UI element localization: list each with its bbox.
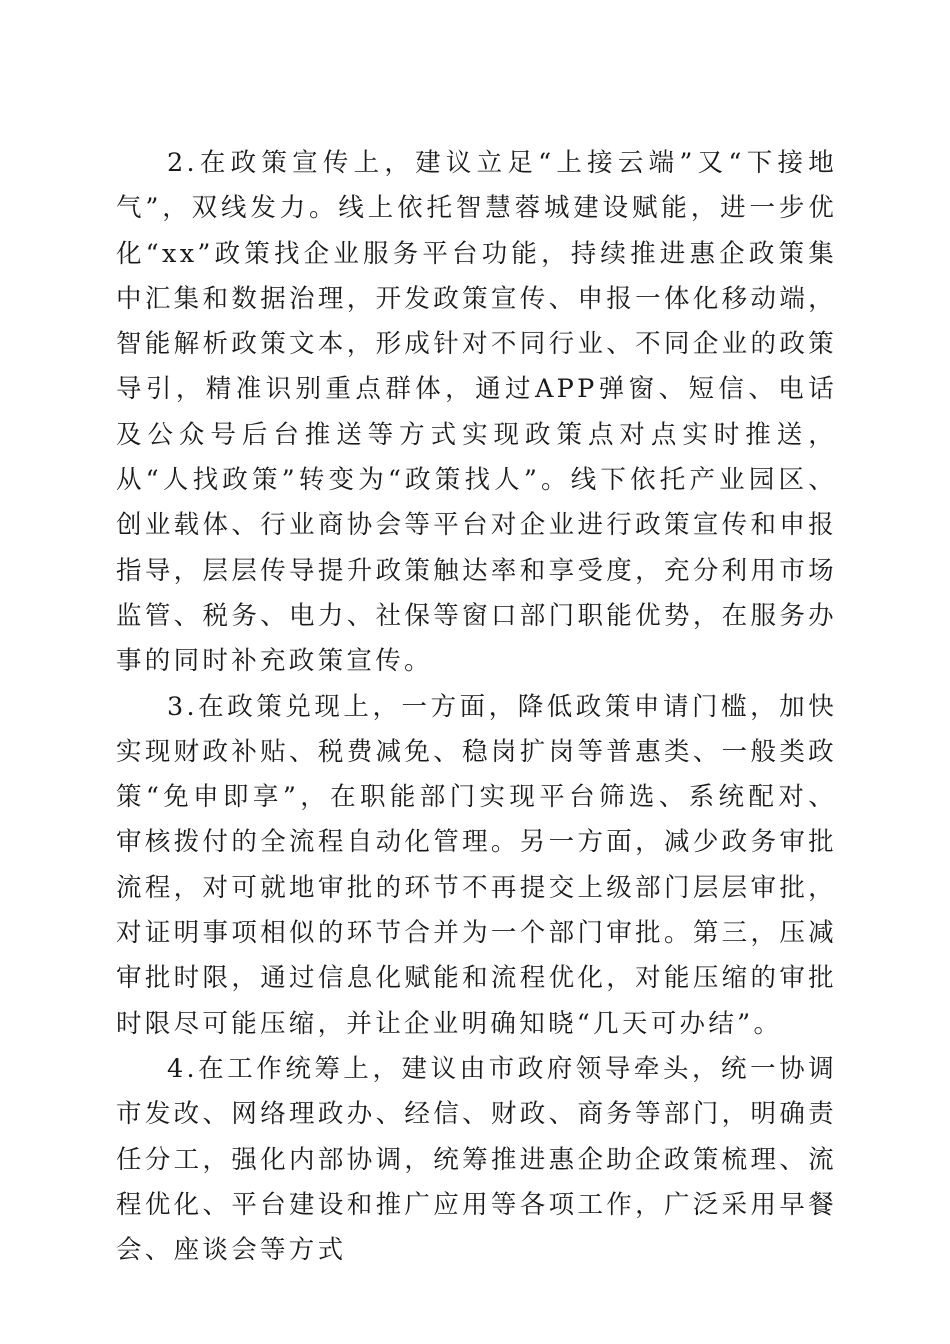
document-body bbox=[116, 141, 837, 1273]
paragraph-work-coordination: 4.在工作统筹上，建议由市政府领导牵头，统一协调市发改、网络理政办、经信、财政、商务等部门，明确责任分工，强化内部协调，统筹推进惠企助企政策梳理、流程优化、平台建设和推广应用等各项工作，广泛采用早餐会、座谈会等方式 bbox=[116, 1053, 837, 1266]
paragraph-policy-publicity: 2.在政策宣传上，建议立足“上接云端”又“下接地气”，双线发力。线上依托智慧蓉城建设赋能，进一步优化“xx”政策找企业服务平台功能，持续推进惠企政策集中汇集和数据治理，开发政策宣传、申报一体化移动端，智能解析政策文本，形成针对不同行业、不同企业的政策导引，精准识别重点群体，通过APP弹窗、短信、电话及公众号后台推送等方式实现政策点对点实时推送，从“人找政策”转变为“政策找人”。线下依托产业园区、创业载体、行业商协会等平台对企业进行政策宣传和申报指导，层层传导提升政策触达率和享受度，充分利用市场监管、税务、电力、社保等窗口部门职能优势，在服务办事的同时补充政策宣传。 bbox=[116, 148, 837, 677]
paragraph-policy-fulfillment: 3.在政策兑现上，一方面，降低政策申请门槛，加快实现财政补贴、税费减免、稳岗扩岗等普惠类、一般类政策“免申即享”，在职能部门实现平台筛选、系统配对、审核拨付的全流程自动化管理。另一方面，减少政务审批流程，对可就地审批的环节不再提交上级部门层层审批，对证明事项相似的环节合并为一个部门审批。第三，压减审批时限，通过信息化赋能和流程优化，对能压缩的审批时限尽可能压缩，并让企业明确知晓“几天可办结”。 bbox=[116, 691, 837, 1039]
